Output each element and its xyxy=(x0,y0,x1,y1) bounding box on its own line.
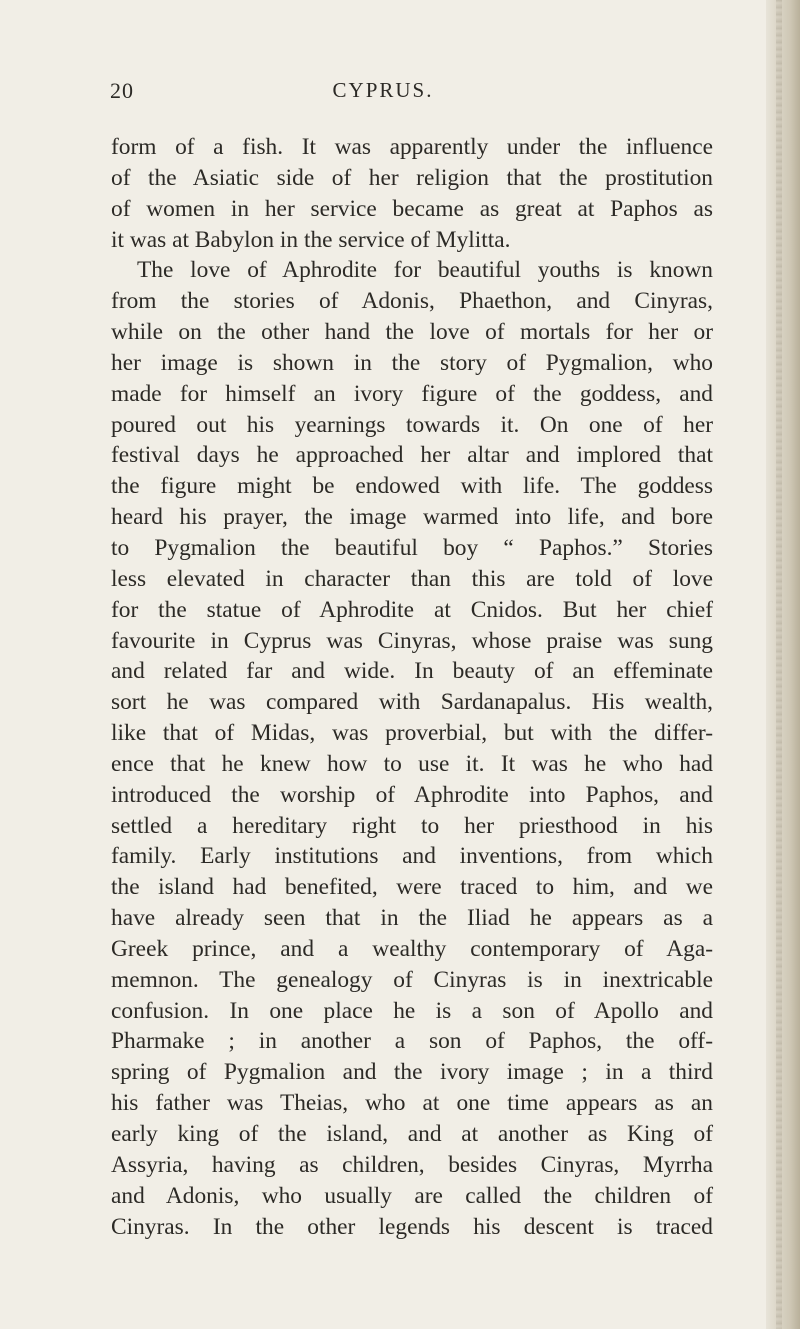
text-line: it was at Babylon in the service of Mylitta. xyxy=(111,226,511,253)
text-line: favourite in Cyprus was Cinyras, whose praise was sung xyxy=(111,627,713,654)
page-header xyxy=(0,78,766,108)
page-number: 20 xyxy=(110,78,134,103)
text-line: settled a hereditary right to her priesthood in his xyxy=(111,812,713,839)
text-line: and related far and wide. In beauty of an effeminate xyxy=(111,658,713,685)
text-line: the island had benefited, were traced to him, and we xyxy=(111,874,713,901)
text-line: Pharmake ; in another a son of Paphos, the off- xyxy=(111,1028,713,1055)
text-line: spring of Pygmalion and the ivory image ; in a third xyxy=(111,1059,713,1086)
text-line: have already seen that in the Iliad he appears as a xyxy=(111,905,713,932)
page-edge xyxy=(766,0,800,1329)
text-line: introduced the worship of Aphrodite into Paphos, and xyxy=(111,781,713,808)
text-line: The love of Aphrodite for beautiful youths is known xyxy=(137,257,713,284)
text-line: for the statue of Aphrodite at Cnidos. But her chief xyxy=(111,596,713,623)
text-line: poured out his yearnings towards it. On one of her xyxy=(111,411,713,438)
text-line: of women in her service became as great at Paphos as xyxy=(111,195,713,222)
text-line: her image is shown in the story of Pygmalion, who xyxy=(111,349,713,376)
text-line: to Pygmalion the beautiful boy “ Paphos.” Stories xyxy=(111,534,713,561)
text-line: Cinyras. In the other legends his descent is traced xyxy=(111,1213,713,1240)
text-line: festival days he approached her altar and implored that xyxy=(111,442,713,469)
text-line: like that of Midas, was proverbial, but with the differ- xyxy=(111,720,713,747)
text-line: and Adonis, who usually are called the children of xyxy=(111,1182,713,1209)
text-line: ence that he knew how to use it. It was he who had xyxy=(111,750,713,777)
text-line: from the stories of Adonis, Phaethon, and Cinyras, xyxy=(111,288,713,315)
text-line: his father was Theias, who at one time appears as an xyxy=(111,1090,713,1117)
text-line: early king of the island, and at another as King of xyxy=(111,1121,713,1147)
text-line: confusion. In one place he is a son of Apollo and xyxy=(111,997,713,1024)
text-line: family. Early institutions and inventions, from which xyxy=(111,843,713,870)
body-text xyxy=(111,132,713,1242)
text-line: less elevated in character than this are told of love xyxy=(111,565,713,592)
text-line: while on the other hand the love of mortals for her or xyxy=(111,319,713,346)
text-line: Assyria, having as children, besides Cinyras, Myrrha xyxy=(111,1151,713,1178)
text-line: form of a fish. It was apparently under the influence xyxy=(111,134,713,160)
text-line: sort he was compared with Sardanapalus. His wealth, xyxy=(111,689,713,716)
text-line: the figure might be endowed with life. The goddess xyxy=(111,473,713,500)
text-line: Greek prince, and a wealthy contemporary of Aga- xyxy=(111,935,713,962)
running-head: CYPRUS. xyxy=(332,78,434,102)
text-line: made for himself an ivory figure of the goddess, and xyxy=(111,380,713,407)
text-line: of the Asiatic side of her religion that the prostitution xyxy=(111,164,713,191)
text-line: memnon. The genealogy of Cinyras is in inextricable xyxy=(111,966,713,993)
text-line: heard his prayer, the image warmed into life, and bore xyxy=(111,504,713,531)
